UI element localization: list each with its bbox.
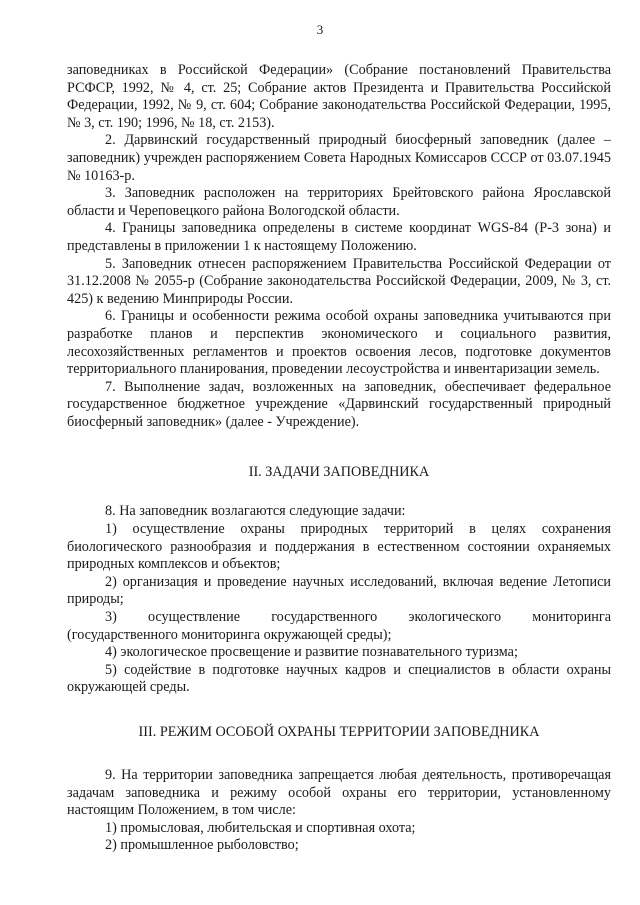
paragraph-8: 8. На заповедник возлагаются следующие задачи:: [105, 503, 406, 520]
list-item-task-3: 3) осуществление государственного экологического мониторинга (государственного мониторинга окружающей среды);: [67, 609, 611, 643]
page-number: 3: [316, 22, 324, 37]
paragraph-2: 2. Дарвинский государственный природный биосферный заповедник (далее – заповедник) учрежден распоряжением Совета Народных Комиссаров СССР от 03.07.1945 № 10163-р.: [67, 132, 611, 184]
paragraph-4: 4. Границы заповедника определены в системе координат WGS-84 (Р-3 зона) и представлены в приложении 1 к настоящему Положению.: [67, 220, 611, 254]
paragraph-9: 9. На территории заповедника запрещается любая деятельность, противоречащая задачам заповедника и режиму особой охраны его территории, установленному настоящим Положением, в том числе:: [67, 767, 611, 819]
paragraph-3: 3. Заповедник расположен на территориях Брейтовского района Ярославской области и Череповецкого района Вологодской области.: [67, 185, 611, 219]
list-item-task-5: 5) содействие в подготовке научных кадров и специалистов в области охраны окружающей среды.: [67, 661, 611, 696]
list-item-prohibition-2: 2) промышленное рыболовство;: [105, 837, 299, 854]
document-body: [67, 62, 611, 855]
section-heading-protection-regime: III. РЕЖИМ ОСОБОЙ ОХРАНЫ ТЕРРИТОРИИ ЗАПОВЕДНИКА: [138, 724, 540, 740]
list-item-task-4: 4) экологическое просвещение и развитие познавательного туризма;: [105, 644, 518, 661]
paragraph-7: 7. Выполнение задач, возложенных на заповедник, обеспечивает федеральное государственное бюджетное учреждение «Дарвинский государственный природный биосферный заповедник» (далее - Учреждение).: [67, 378, 611, 430]
list-item-prohibition-1: 1) промысловая, любительская и спортивная охота;: [105, 819, 416, 836]
paragraph-intro-continuation: заповедниках в Российской Федерации» (Собрание постановлений Правительства РСФСР, 1992, № 4, ст. 25; Собрание актов Президента и Правительства Российской Федерации, 1992, № 9, ст. 604; Собрание законодательства Российской Федерации, 1995, № 3, ст. 190; 1996, № 18, ст. 2153).: [67, 62, 611, 131]
paragraph-6: 6. Границы и особенности режима особой охраны заповедника учитываются при разработке планов и перспектив экономического и социального развития, лесохозяйственных регламентов и проектов освоения лесов, подготовке документов территориального планирования, проведении лесоустройства и инвентаризации земель.: [67, 308, 611, 378]
list-item-task-1: 1) осуществление охраны природных территорий в целях сохранения биологического разнообразия и поддержания в естественном состоянии охраняемых природных комплексов и объектов;: [67, 521, 611, 573]
section-heading-tasks: II. ЗАДАЧИ ЗАПОВЕДНИКА: [248, 464, 430, 481]
paragraph-5: 5. Заповедник отнесен распоряжением Правительства Российской Федерации от 31.12.2008 № 2055-р (Собрание законодательства Российской Федерации, 2009, № 3, ст. 425) к ведению Минприроды России.: [67, 255, 611, 307]
list-item-task-2: 2) организация и проведение научных исследований, включая ведение Летописи природы;: [67, 573, 611, 608]
